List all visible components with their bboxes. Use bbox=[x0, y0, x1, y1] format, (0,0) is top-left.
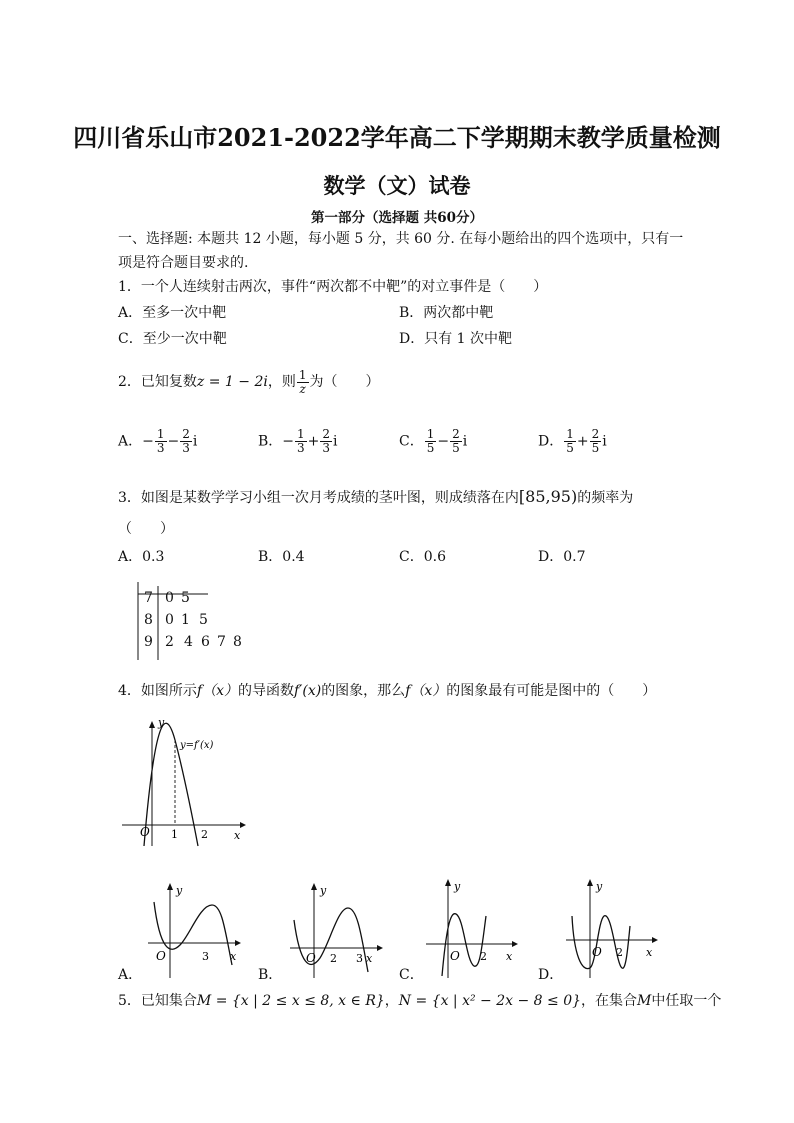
q2-option-d: D． $\frac{1}{5}$ + $\frac{2}{5}$ i bbox=[538, 427, 607, 455]
q2-stem bbox=[118, 368, 380, 396]
derivative-graph bbox=[118, 718, 253, 848]
stem-leaf-plot bbox=[128, 582, 248, 662]
q4-option-a-letter: A． bbox=[118, 967, 143, 983]
leaf: 1 bbox=[181, 612, 190, 628]
q5-set-n: N = {x | x² − 2x − 8 ≤ 0} bbox=[398, 993, 582, 1009]
svg-text:O: O bbox=[592, 945, 602, 959]
leaf: 5 bbox=[199, 612, 208, 628]
svg-text:O: O bbox=[450, 949, 460, 963]
svg-text:2: 2 bbox=[616, 946, 623, 959]
q2-z-expr: z = 1 − 2i bbox=[196, 374, 268, 390]
section-title: 第一部分（选择题 共60分） bbox=[311, 210, 483, 226]
q4-option-d-graph bbox=[560, 876, 665, 980]
leaf: 2 bbox=[165, 634, 174, 650]
y-label: y bbox=[158, 718, 165, 729]
q5-stem: 5．已知集合M = {x | 2 ≤ x ≤ 8, x ∈ R}，N = {x | x² − 2x − 8 ≤ 0}，在集合M中任取一个 bbox=[118, 993, 722, 1009]
svg-text:x: x bbox=[230, 950, 237, 963]
tick-1: 1 bbox=[171, 828, 178, 841]
q5-set-m: M = {x | 2 ≤ x ≤ 8, x ∈ R} bbox=[196, 993, 385, 1009]
stem-row-8: 8 bbox=[144, 612, 153, 628]
svg-text:3: 3 bbox=[202, 950, 209, 963]
q3-option-d: D．0.7 bbox=[538, 549, 586, 565]
svg-text:y: y bbox=[454, 880, 461, 893]
svg-text:x: x bbox=[646, 946, 653, 959]
paper-title: 四川省乐山市2021-2022学年高二下学期期末教学质量检测 bbox=[73, 123, 721, 152]
origin-label: O bbox=[140, 825, 150, 839]
q2-fraction: $\frac{1}{z}$ bbox=[298, 367, 307, 396]
curve-label: y=f′(x) bbox=[180, 740, 214, 751]
q1-option-a: A．至多一次中靶 bbox=[118, 305, 227, 321]
svg-text:O: O bbox=[156, 949, 166, 963]
q3-stem: 3．如图是某数学学习小组一次月考成绩的茎叶图，则成绩落在内[85,95)的频率为 bbox=[118, 487, 634, 506]
q4-option-b-graph bbox=[282, 880, 387, 980]
instructions-line2: 项是符合题目要求的. bbox=[118, 255, 249, 271]
q2-stem-mid: ，则 bbox=[267, 374, 296, 390]
leaf: 6 bbox=[201, 634, 210, 650]
q1-option-c: C．至少一次中靶 bbox=[118, 331, 227, 347]
instructions-line1: 一、选择题: 本题共 12 小题，每小题 5 分，共 60 分. 在每小题给出的四个选项中，只有一 bbox=[118, 231, 684, 247]
q4-option-c-graph bbox=[420, 876, 525, 980]
q3-option-b: B．0.4 bbox=[258, 549, 305, 565]
leaf: 5 bbox=[181, 590, 190, 606]
q2-stem-pre: 2．已知复数 bbox=[118, 374, 197, 390]
svg-text:3: 3 bbox=[356, 952, 363, 965]
q3-option-a: A．0.3 bbox=[118, 549, 165, 565]
q2-option-c: C． $\frac{1}{5}$ − $\frac{2}{5}$ i bbox=[399, 427, 468, 455]
q2-option-a: A．− $\frac{1}{3}$ − $\frac{2}{3}$ i bbox=[118, 427, 198, 455]
q4-option-a-graph bbox=[140, 880, 245, 980]
paper-subtitle: 数学（文）试卷 bbox=[323, 173, 471, 198]
stem-row-7: 7 bbox=[144, 590, 153, 606]
q1-option-b: B．两次都中靶 bbox=[399, 305, 494, 321]
leaf: 0 bbox=[165, 590, 174, 606]
leaf: 0 bbox=[165, 612, 174, 628]
leaf: 7 bbox=[217, 634, 226, 650]
svg-text:y: y bbox=[176, 884, 183, 897]
y-axis-arrow bbox=[149, 721, 155, 728]
leaf: 4 bbox=[184, 634, 193, 650]
svg-text:2: 2 bbox=[480, 950, 487, 963]
q4-option-c-letter: C． bbox=[399, 967, 424, 983]
q1-option-d: D．只有 1 次中靶 bbox=[399, 331, 513, 347]
q3-interval: [85,95) bbox=[518, 487, 578, 506]
tick-2: 2 bbox=[201, 828, 208, 841]
q3-paren: （ ） bbox=[118, 521, 174, 537]
stem-row-9: 9 bbox=[144, 634, 153, 650]
x-axis-arrow bbox=[240, 822, 246, 828]
x-label: x bbox=[234, 829, 241, 842]
q4-option-d-letter: D． bbox=[538, 967, 564, 983]
svg-text:2: 2 bbox=[330, 952, 337, 965]
q2-option-b: B．− $\frac{1}{3}$ + $\frac{2}{3}$ i bbox=[258, 427, 338, 455]
q4-stem: 4．如图所示f（x）的导函数f′(x)的图象，那么f（x）的图象最有可能是图中的（ ） bbox=[118, 683, 657, 699]
svg-text:y: y bbox=[596, 880, 603, 893]
svg-text:x: x bbox=[506, 950, 513, 963]
svg-text:x: x bbox=[366, 952, 373, 965]
q3-option-c: C．0.6 bbox=[399, 549, 446, 565]
q2-stem-post: 为（ ） bbox=[309, 374, 380, 390]
q4-option-b-letter: B． bbox=[258, 967, 283, 983]
svg-text:y: y bbox=[320, 884, 327, 897]
svg-text:O: O bbox=[306, 951, 316, 965]
leaf: 8 bbox=[233, 634, 242, 650]
q1-stem: 1．一个人连续射击两次，事件“两次都不中靶”的对立事件是（ ） bbox=[118, 279, 548, 295]
